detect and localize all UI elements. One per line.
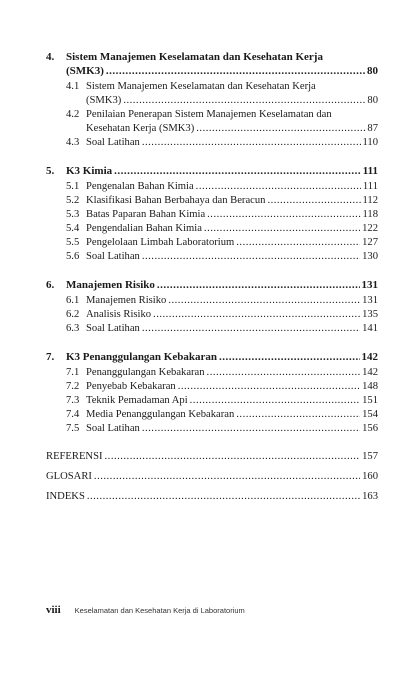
toc-subsection[interactable] <box>66 108 378 136</box>
subsection-title: Soal Latihan <box>86 251 140 262</box>
subsection-number: 6.1 <box>66 295 80 306</box>
subsection-title-line2: Kesehatan Kerja (SMK3) <box>86 123 195 134</box>
subsection-title: Soal Latihan <box>86 323 140 334</box>
dot-leader <box>168 294 360 308</box>
dot-leader <box>142 250 360 264</box>
toc-subsection[interactable] <box>66 80 378 108</box>
toc-subsections <box>46 294 378 336</box>
chapter-number: 6. <box>46 279 55 291</box>
toc-subsection[interactable] <box>66 308 378 322</box>
dot-leader <box>123 94 365 108</box>
subsection-page: 148 <box>362 381 378 392</box>
toc-chapter-4 <box>46 50 378 150</box>
toc-back-matter <box>46 450 378 504</box>
toc-subsection[interactable] <box>66 422 378 436</box>
subsection-page: 127 <box>362 237 378 248</box>
subsection-page: 112 <box>362 195 378 206</box>
toc-chapter-5 <box>46 164 378 264</box>
subsection-number: 4.1 <box>66 81 80 92</box>
entry-page: 160 <box>362 471 378 482</box>
toc-entry-glosari[interactable] <box>46 470 378 484</box>
chapter-title-line2: (SMK3) <box>66 65 104 77</box>
chapter-number: 7. <box>46 351 55 363</box>
table-of-contents <box>46 50 378 504</box>
toc-subsection[interactable] <box>66 380 378 394</box>
chapter-page: 111 <box>362 165 378 177</box>
dot-leader <box>190 394 360 408</box>
entry-page: 157 <box>362 451 378 462</box>
subsection-page: 131 <box>362 295 378 306</box>
subsection-title: Pengendalian Bahan Kimia <box>86 223 202 234</box>
chapter-number: 4. <box>46 51 55 63</box>
toc-subsection[interactable] <box>66 222 378 236</box>
subsection-page: 151 <box>362 395 378 406</box>
subsection-page: 80 <box>367 95 378 106</box>
dot-leader <box>142 322 360 336</box>
subsection-number: 5.3 <box>66 209 80 220</box>
chapter-page: 131 <box>361 279 378 291</box>
entry-label: INDEKS <box>46 491 85 502</box>
toc-subsections <box>46 180 378 264</box>
chapter-page: 80 <box>367 65 378 77</box>
subsection-title-line2: (SMK3) <box>86 95 122 106</box>
subsection-number: 7.3 <box>66 395 80 406</box>
subsection-page: 141 <box>362 323 378 334</box>
dot-leader <box>105 450 361 464</box>
subsection-title: Analisis Risiko <box>86 309 152 320</box>
toc-entry-indeks[interactable] <box>46 490 378 504</box>
subsection-title: Manajemen Risiko <box>86 295 167 306</box>
dot-leader <box>219 350 360 364</box>
chapter-title: K3 Kimia <box>66 165 113 177</box>
chapter-title: Manajemen Risiko <box>66 279 155 291</box>
dot-leader <box>114 164 361 178</box>
subsection-number: 4.3 <box>66 137 80 148</box>
dot-leader <box>207 366 361 380</box>
subsection-number: 5.1 <box>66 181 80 192</box>
entry-page: 163 <box>362 491 378 502</box>
footer-book-title: Keselamatan dan Kesehatan Kerja di Laboratorium <box>74 606 245 615</box>
subsection-title: Media Penanggulangan Kebakaran <box>86 409 235 420</box>
chapter-title-line1: Sistem Manajemen Keselamatan dan Kesehatan Kerja <box>66 51 323 63</box>
footer-page-number: viii <box>46 604 61 616</box>
toc-subsection[interactable] <box>66 236 378 250</box>
toc-subsection[interactable] <box>66 180 378 194</box>
dot-leader <box>87 490 360 504</box>
dot-leader <box>196 180 361 194</box>
dot-leader <box>204 222 360 236</box>
chapter-page: 142 <box>361 351 378 363</box>
toc-subsection[interactable] <box>66 208 378 222</box>
toc-chapter-heading[interactable] <box>46 350 378 364</box>
dot-leader <box>142 422 360 436</box>
toc-subsection[interactable] <box>66 136 378 150</box>
subsection-title: Batas Paparan Bahan Kimia <box>86 209 206 220</box>
subsection-page: 110 <box>362 137 378 148</box>
toc-subsection[interactable] <box>66 194 378 208</box>
subsection-title-line1: Sistem Manajemen Keselamatan dan Kesehatan Kerja <box>86 81 316 92</box>
toc-subsection[interactable] <box>66 250 378 264</box>
subsection-number: 7.5 <box>66 423 80 434</box>
subsection-page: 142 <box>362 367 378 378</box>
dot-leader <box>157 278 360 292</box>
subsection-number: 5.6 <box>66 251 80 262</box>
dot-leader <box>267 194 360 208</box>
entry-label: REFERENSI <box>46 451 103 462</box>
toc-entry-referensi[interactable] <box>46 450 378 464</box>
toc-chapter-heading[interactable] <box>46 164 378 178</box>
subsection-page: 130 <box>362 251 378 262</box>
subsection-title: Klasifikasi Bahan Berbahaya dan Beracun <box>86 195 266 206</box>
toc-subsections <box>46 80 378 150</box>
subsection-title: Penyebab Kebakaran <box>86 381 176 392</box>
toc-subsections <box>46 366 378 436</box>
subsection-number: 6.2 <box>66 309 80 320</box>
toc-chapter-6 <box>46 278 378 336</box>
subsection-title: Soal Latihan <box>86 423 140 434</box>
dot-leader <box>142 136 361 150</box>
dot-leader <box>106 64 365 78</box>
subsection-page: 156 <box>362 423 378 434</box>
chapter-title: K3 Penanggulangan Kebakaran <box>66 351 217 363</box>
subsection-page: 135 <box>362 309 378 320</box>
subsection-number: 7.1 <box>66 367 80 378</box>
subsection-number: 5.2 <box>66 195 80 206</box>
dot-leader <box>196 122 365 136</box>
subsection-page: 111 <box>362 181 378 192</box>
toc-chapter-heading[interactable] <box>46 278 378 292</box>
subsection-number: 7.4 <box>66 409 80 420</box>
toc-subsection[interactable] <box>66 322 378 336</box>
dot-leader <box>153 308 360 322</box>
chapter-number: 5. <box>46 165 55 177</box>
subsection-title: Penanggulangan Kebakaran <box>86 367 205 378</box>
dot-leader <box>94 470 360 484</box>
subsection-number: 4.2 <box>66 109 80 120</box>
dot-leader <box>236 236 360 250</box>
subsection-title: Teknik Pemadaman Api <box>86 395 188 406</box>
subsection-number: 6.3 <box>66 323 80 334</box>
subsection-number: 7.2 <box>66 381 80 392</box>
subsection-number: 5.4 <box>66 223 80 234</box>
dot-leader <box>236 408 360 422</box>
subsection-title: Pengelolaan Limbah Laboratorium <box>86 237 235 248</box>
subsection-page: 118 <box>362 209 378 220</box>
toc-subsection[interactable] <box>66 394 378 408</box>
subsection-page: 122 <box>362 223 378 234</box>
subsection-number: 5.5 <box>66 237 80 248</box>
subsection-title-line1: Penilaian Penerapan Sistem Manajemen Keselamatan dan <box>86 109 332 120</box>
toc-chapter-7 <box>46 350 378 436</box>
toc-subsection[interactable] <box>66 294 378 308</box>
subsection-title: Pengenalan Bahan Kimia <box>86 181 194 192</box>
subsection-page: 154 <box>362 409 378 420</box>
subsection-title: Soal Latihan <box>86 137 140 148</box>
dot-leader <box>178 380 360 394</box>
toc-subsection[interactable] <box>66 366 378 380</box>
subsection-page: 87 <box>367 123 378 134</box>
toc-subsection[interactable] <box>66 408 378 422</box>
toc-chapter-heading[interactable] <box>46 50 378 78</box>
dot-leader <box>207 208 360 222</box>
entry-label: GLOSARI <box>46 471 92 482</box>
page-footer <box>46 604 245 616</box>
